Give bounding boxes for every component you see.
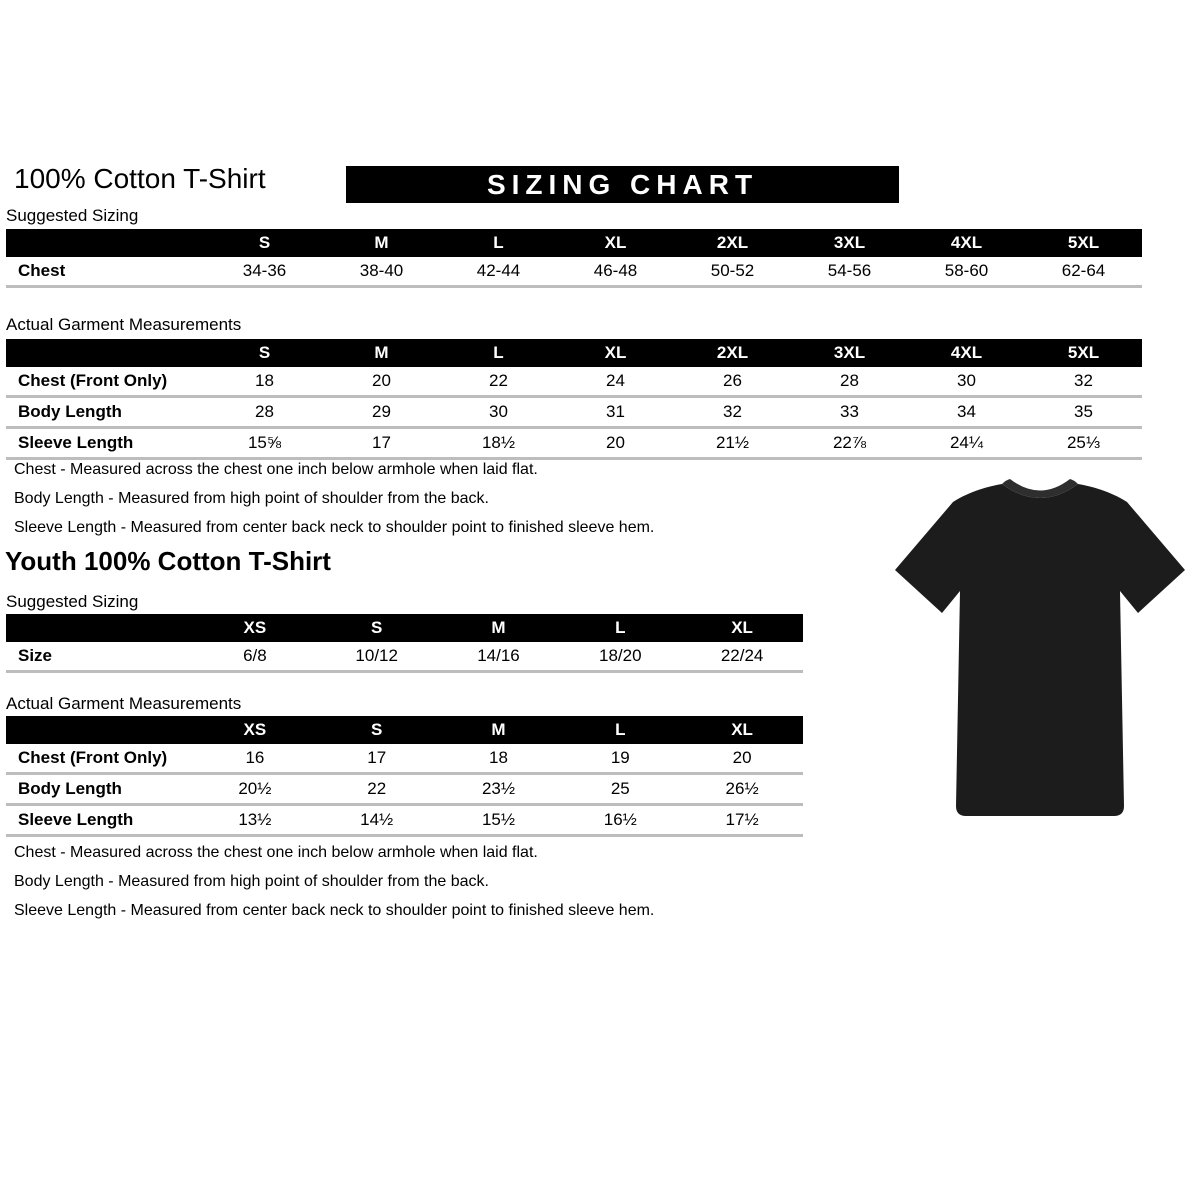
row-label: Size — [18, 646, 53, 665]
cell: 42-44 — [476, 261, 521, 280]
col-header-s: S — [206, 339, 323, 367]
cell: 17 — [367, 748, 387, 767]
cell: 26½ — [725, 779, 759, 798]
header-row — [6, 339, 1142, 367]
col-header-2xl: 2XL — [674, 339, 791, 367]
adult-notes — [14, 460, 814, 547]
col-header-s: S — [316, 716, 438, 744]
youth-suggested-sizing-label: Suggested Sizing — [6, 592, 139, 611]
table-row — [6, 774, 803, 805]
cell: 16 — [245, 748, 265, 767]
table-row — [6, 397, 1142, 428]
cell: 34 — [957, 402, 976, 421]
cell: 32 — [1074, 371, 1093, 390]
youth-title: Youth 100% Cotton T-Shirt — [5, 546, 331, 576]
youth-actual-measurements-label: Actual Garment Measurements — [6, 694, 242, 713]
col-header-m: M — [323, 339, 440, 367]
youth-notes — [14, 843, 834, 930]
cell: 62-64 — [1061, 261, 1106, 280]
cell: 22⅞ — [832, 433, 867, 452]
cell: 50-52 — [710, 261, 755, 280]
header-row — [6, 614, 803, 642]
col-header-m: M — [438, 716, 560, 744]
row-label: Chest (Front Only) — [18, 371, 168, 390]
col-header-3xl: 3XL — [791, 339, 908, 367]
cell: 10/12 — [355, 646, 398, 665]
col-header-blank — [6, 339, 206, 367]
col-header-l: L — [559, 716, 681, 744]
adult-note-sleeve-length: Sleeve Length - Measured from center back neck to shoulder point to finished sleeve hem. — [14, 519, 655, 536]
col-header-xl: XL — [557, 229, 674, 257]
youth-note-sleeve-length: Sleeve Length - Measured from center back neck to shoulder point to finished sleeve hem. — [14, 902, 655, 919]
youth-note-chest: Chest - Measured across the chest one inch below armhole when laid flat. — [14, 844, 538, 861]
col-header-blank — [6, 229, 206, 257]
cell: 25⅓ — [1066, 433, 1101, 452]
adult-actual-table — [6, 339, 1142, 460]
sizing-chart-banner: SIZING CHART — [346, 166, 899, 203]
cell: 32 — [723, 402, 742, 421]
table-row — [6, 805, 803, 836]
col-header-xs: XS — [194, 716, 316, 744]
cell: 20½ — [238, 779, 272, 798]
col-header-xs: XS — [194, 614, 316, 642]
row-label: Sleeve Length — [18, 810, 134, 829]
col-header-5xl: 5XL — [1025, 229, 1142, 257]
col-header-s: S — [316, 614, 438, 642]
cell: 15⅝ — [247, 433, 282, 452]
youth-suggested-table — [6, 614, 803, 673]
col-header-l: L — [440, 339, 557, 367]
cell: 58-60 — [944, 261, 989, 280]
header-row — [6, 229, 1142, 257]
cell: 20 — [732, 748, 752, 767]
cell: 19 — [610, 748, 630, 767]
tshirt-image — [890, 478, 1190, 823]
col-header-xl: XL — [681, 716, 803, 744]
cell: 24 — [606, 371, 625, 390]
col-header-5xl: 5XL — [1025, 339, 1142, 367]
cell: 18/20 — [599, 646, 642, 665]
cell: 38-40 — [359, 261, 404, 280]
cell: 30 — [489, 402, 508, 421]
page-title: 100% Cotton T-Shirt — [14, 163, 266, 194]
col-header-l: L — [440, 229, 557, 257]
cell: 22/24 — [720, 646, 764, 665]
cell: 20 — [372, 371, 391, 390]
cell: 17 — [372, 433, 391, 452]
cell: 46-48 — [593, 261, 638, 280]
row-label: Chest — [18, 261, 66, 280]
cell: 21½ — [715, 433, 750, 452]
col-header-m: M — [323, 229, 440, 257]
cell: 28 — [840, 371, 859, 390]
cell: 25 — [610, 779, 630, 798]
col-header-2xl: 2XL — [674, 229, 791, 257]
adult-actual-measurements-label: Actual Garment Measurements — [6, 315, 242, 334]
col-header-s: S — [206, 229, 323, 257]
cell: 22 — [367, 779, 387, 798]
cell: 54-56 — [827, 261, 872, 280]
cell: 26 — [723, 371, 742, 390]
col-header-l: L — [559, 614, 681, 642]
col-header-4xl: 4XL — [908, 229, 1025, 257]
cell: 15½ — [481, 810, 516, 829]
header-row — [6, 716, 803, 744]
adult-suggested-table — [6, 229, 1142, 288]
youth-note-body-length: Body Length - Measured from high point of shoulder from the back. — [14, 873, 489, 890]
row-label: Sleeve Length — [18, 433, 134, 452]
cell: 14/16 — [477, 646, 520, 665]
cell: 14½ — [360, 810, 394, 829]
cell: 29 — [372, 402, 391, 421]
cell: 30 — [957, 371, 976, 390]
col-header-xl: XL — [557, 339, 674, 367]
table-row — [6, 367, 1142, 397]
cell: 23½ — [481, 779, 516, 798]
table-row — [6, 642, 803, 672]
row-label: Body Length — [18, 779, 122, 798]
col-header-xl: XL — [681, 614, 803, 642]
cell: 28 — [255, 402, 274, 421]
cell: 33 — [840, 402, 859, 421]
cell: 35 — [1074, 402, 1093, 421]
cell: 34-36 — [242, 261, 287, 280]
col-header-4xl: 4XL — [908, 339, 1025, 367]
table-row — [6, 428, 1142, 459]
row-label: Chest (Front Only) — [18, 748, 168, 767]
adult-suggested-sizing-label: Suggested Sizing — [6, 206, 139, 225]
cell: 13½ — [238, 810, 272, 829]
cell: 18½ — [481, 433, 516, 452]
adult-note-chest: Chest - Measured across the chest one inch below armhole when laid flat. — [14, 461, 538, 478]
youth-actual-table — [6, 716, 803, 837]
cell: 17½ — [725, 810, 759, 829]
col-header-m: M — [438, 614, 560, 642]
cell: 18 — [255, 371, 274, 390]
tshirt-body — [895, 484, 1185, 816]
col-header-blank — [6, 716, 194, 744]
col-header-3xl: 3XL — [791, 229, 908, 257]
cell: 22 — [489, 371, 508, 390]
cell: 24¼ — [949, 433, 984, 452]
col-header-blank — [6, 614, 194, 642]
cell: 18 — [489, 748, 508, 767]
cell: 6/8 — [243, 646, 267, 665]
tshirt-silhouette — [890, 478, 1190, 823]
cell: 20 — [606, 433, 625, 452]
row-label: Body Length — [18, 402, 122, 421]
table-row — [6, 744, 803, 774]
cell: 31 — [606, 402, 625, 421]
table-row — [6, 257, 1142, 287]
adult-note-body-length: Body Length - Measured from high point of shoulder from the back. — [14, 490, 489, 507]
cell: 16½ — [603, 810, 637, 829]
